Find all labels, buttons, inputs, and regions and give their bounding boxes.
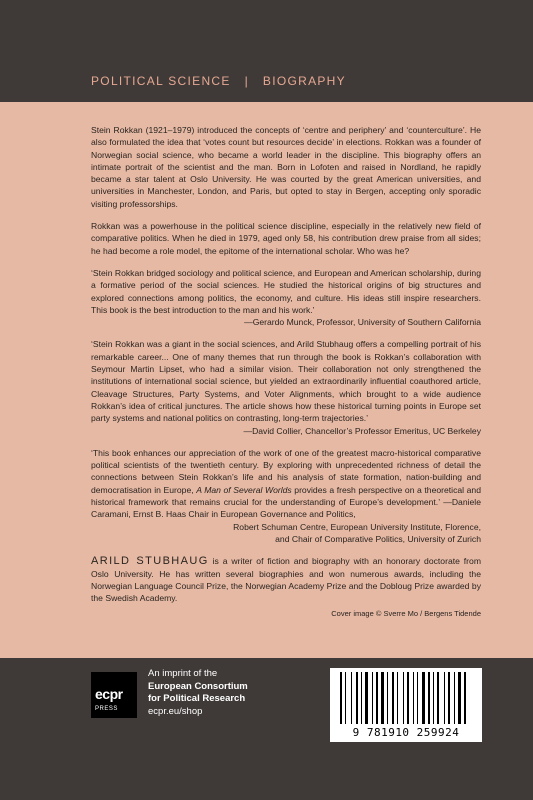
barcode-bar (431, 672, 432, 724)
barcode-bar (419, 672, 421, 724)
barcode-bar (397, 672, 398, 724)
barcode-bar (467, 672, 468, 724)
barcode-bar (446, 672, 447, 724)
barcode-bar (422, 672, 425, 724)
barcode-bar (417, 672, 418, 724)
barcode-bar (374, 672, 375, 724)
org-line-1: European Consortium (148, 680, 248, 692)
isbn-barcode (330, 668, 482, 742)
barcode-bar (387, 672, 388, 724)
barcode-bar (376, 672, 378, 724)
author-name: ARILD STUBHAUG (91, 555, 209, 568)
endorsement-quote-3 (91, 447, 481, 521)
category-label: POLITICAL SCIENCE | BIOGRAPHY (91, 74, 346, 88)
author-bio (91, 555, 481, 604)
barcode-bar (415, 672, 416, 724)
barcode-bar (454, 672, 455, 724)
footer-band (0, 658, 533, 800)
barcode-bar (435, 672, 436, 724)
quote-3-text-after: provides a fresh perspective on a theoretical and historical framework that remains crucial for the understanding of Europe’s development.’ (91, 484, 481, 508)
barcode-bar (395, 672, 396, 724)
barcode-bar (433, 672, 434, 724)
barcode-bar (426, 672, 427, 724)
barcode-bar (405, 672, 406, 724)
barcode-bar (428, 672, 430, 724)
barcode-bars (340, 672, 474, 724)
barcode-bar (407, 672, 409, 724)
barcode-bar (372, 672, 373, 724)
shop-link[interactable]: ecpr.eu/shop (148, 705, 203, 717)
isbn-number: 9 781910 259924 (352, 726, 460, 739)
logo-sub: PRESS (95, 706, 118, 712)
barcode-bar (403, 672, 404, 724)
barcode-bar (379, 672, 380, 724)
barcode-bar (359, 672, 360, 724)
barcode-bar (361, 672, 362, 724)
barcode-bar (345, 672, 346, 724)
barcode-bar (381, 672, 384, 724)
barcode-bar (365, 672, 368, 724)
barcode-bar (456, 672, 457, 724)
barcode-bar (351, 672, 352, 724)
blurb-content (91, 124, 481, 621)
endorsement-attribution-2: —David Collier, Chancellor’s Professor Emeritus, UC Berkeley (243, 425, 481, 436)
endorsement-attribution-1: —Gerardo Munck, Professor, University of Southern California (244, 317, 481, 328)
endorsement-quote-1: ‘Stein Rokkan bridged sociology and political science, and European and American scholarship, during a formative period of the social sciences. He studied the historical origins of big structures and explored connections among politics, the economy, and culture. His ideas still inspire researchers. This book is the best introduction to the man and his work.’ (91, 267, 481, 315)
quote-2-text: ‘Stein Rokkan was a giant in the social sciences, and Arild Stubhaug offers a compelling portrait of his remarkable career... One of many themes that run through the book is Rokkan’s collaboration with Seymour Martin Lipset, who had a similar vision. Their collaboration not only strengthened the institutions of international social science, but yielded an extraordinarily influential coauthored article, Cleavage Structures, Party Systems, and Voter Alignments, which brought to a wide audience Rokkan’s idea of critical junctures. The article shows how these historical turning points in Europe set party systems and national politics on contrasting, long-term trajectories.’ (91, 339, 481, 424)
barcode-bar (340, 672, 342, 724)
barcode-bar (444, 672, 445, 724)
header-band (0, 0, 533, 102)
attribution-3-line-3: and Chair of Comparative Politics, University of Zurich (275, 533, 481, 544)
barcode-bar (343, 672, 344, 724)
intro-paragraph-2: Rokkan was a powerhouse in the political science discipline, especially in the relatively new field of comparative politics. When he died in 1979, aged only 58, his contribution drew praise from all sides; he had become a role model, the epitome of the international scholar. Who was he? (91, 221, 481, 256)
org-line-2: for Political Research (148, 693, 246, 704)
barcode-bar (385, 672, 386, 724)
imprint-block (148, 668, 248, 718)
endorsement-quote-2 (91, 338, 481, 436)
barcode-bar (389, 672, 391, 724)
barcode-bar (410, 672, 412, 724)
author-bio-text: is a writer of fiction and biography with an honorary doctorate from Oslo University. He has written several biographies and won numerous awards, including the Norwegian Language Council Prize, the Norwegian Academy Prize and the Dobloug Prize awarded by the Swedish Academy. (91, 556, 481, 604)
book-title: A Man of Several Worlds (196, 484, 292, 495)
barcode-bar (458, 672, 461, 724)
barcode-bar (353, 672, 355, 724)
barcode-bar (392, 672, 394, 724)
intro-paragraph-1: Stein Rokkan (1921–1979) introduced the concepts of ‘centre and periphery’ and ‘counterculture’. He also formulated the idea that ‘votes count but resources decide’ in elections. Rokkan was a founder of Norwegian social science, who became a world leader in the discipline. This biography offers an intimate portrait of the scientist and the man. Born in Lofoten and raised in Nordland, he rapidly became a star talent at Oslo University. He was courted by the great American universities, and universities in Manchester, London, and Paris, but opted to stay in Bergen, accepting only sporadic visiting professorships. (91, 125, 481, 209)
barcode-bar (356, 672, 358, 724)
barcode-bar (440, 672, 443, 724)
barcode-bar (448, 672, 450, 724)
barcode-bar (369, 672, 371, 724)
barcode-bar (399, 672, 402, 724)
logo-text: ecpr (95, 686, 123, 702)
barcode-bar (363, 672, 364, 724)
ecpr-press-logo (91, 672, 137, 718)
cover-credit: Cover image © Sverre Mo / Bergens Tidende (331, 609, 481, 619)
quote-3-text-before: ‘This book enhances our appreciation of the work of one of the greatest macro-historical comparative political scientists of the twentieth century. By exploring with unprecedented richness of detail the connections between Stein Rokkan’s life and his analysis of state formation, nation-building and democratisation in Europe, (91, 447, 481, 495)
attribution-3-line-2: Robert Schuman Centre, European University Institute, Florence, (233, 521, 481, 532)
barcode-bar (413, 672, 414, 724)
imprint-line: An imprint of the (148, 668, 218, 679)
barcode-bar (462, 672, 463, 724)
barcode-bar (347, 672, 350, 724)
attribution-3-line-1: —Daniele Caramani, Ernst B. Haas Chair in European Governance and Politics, (91, 497, 481, 520)
barcode-bar (451, 672, 453, 724)
barcode-bar (437, 672, 439, 724)
barcode-bar (464, 672, 466, 724)
